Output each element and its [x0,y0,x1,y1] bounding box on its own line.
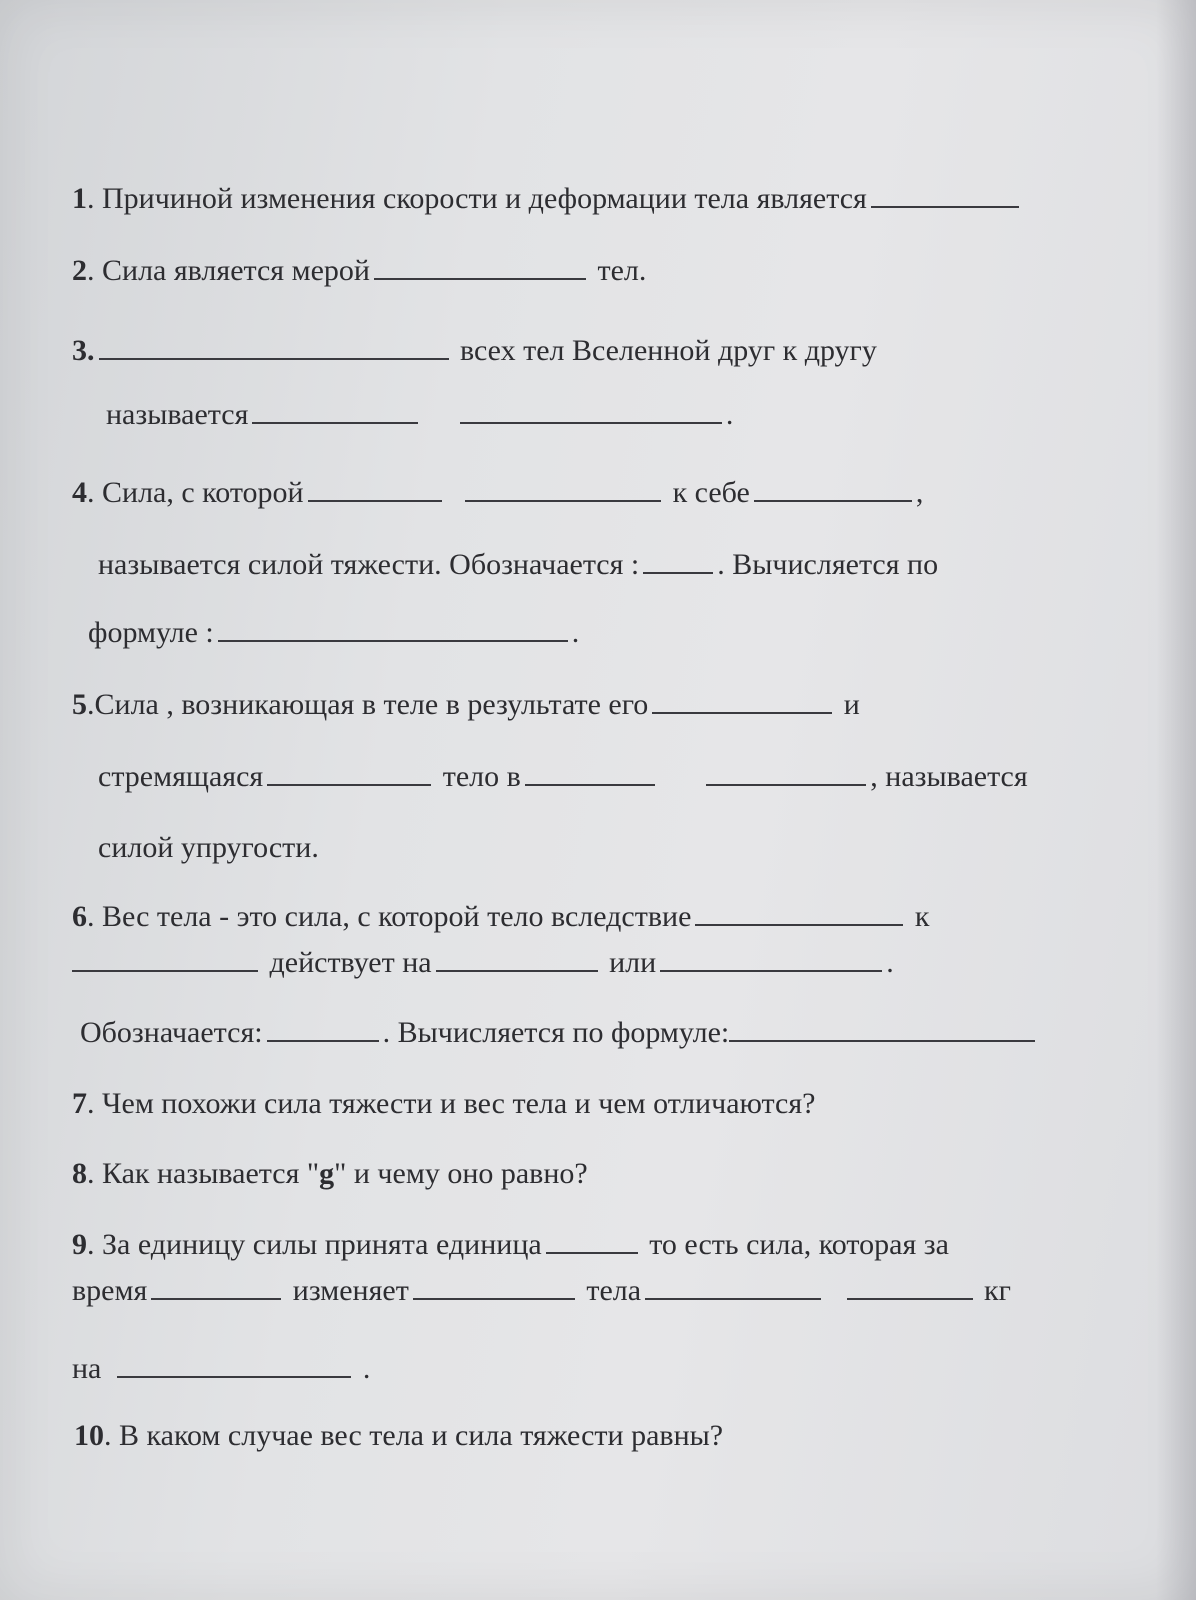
question-text: . [725,398,734,431]
answer-blank[interactable] [706,758,866,786]
question-9 [72,1226,949,1263]
question-text: и [843,688,860,721]
question-text: . Вычисляется по формуле: [382,1016,730,1049]
answer-blank[interactable] [252,396,418,424]
answer-blank[interactable] [652,686,832,714]
question-3-continued [106,396,733,433]
question-text: . [362,1352,371,1385]
question-7 [72,1086,815,1122]
question-text: , [915,476,924,509]
answer-blank[interactable] [99,332,449,360]
question-text: тело в [442,760,521,793]
question-1 [72,180,1023,217]
question-text: . [571,616,580,649]
answer-blank[interactable] [436,944,598,972]
question-number: 4 [72,476,87,509]
answer-blank[interactable] [218,614,568,642]
question-number: 6 [72,900,87,933]
answer-blank[interactable] [660,944,882,972]
answer-blank[interactable] [374,252,586,280]
answer-blank[interactable] [460,396,722,424]
question-text: время [72,1274,148,1307]
question-4 [72,474,923,511]
g-symbol: g [319,1157,335,1190]
question-text: . Вес тела - это сила, с которой тело вследствие [87,900,692,933]
answer-blank[interactable] [267,758,431,786]
answer-blank[interactable] [525,758,655,786]
question-text: называется [106,398,249,431]
question-4-formula [88,614,579,651]
question-text: . Сила, с которой [87,476,304,509]
question-number: 2 [72,254,87,287]
question-text: .Сила , возникающая в теле в результате его [87,688,649,721]
question-4-continued [98,546,938,583]
question-text: кг [984,1274,1011,1307]
question-6 [72,898,929,935]
question-text: формуле : [88,616,214,649]
question-number: 10 [74,1419,104,1452]
question-number: 5 [72,688,87,721]
question-3 [72,332,877,369]
question-text: тел. [597,254,647,287]
question-text: силой упругости. [98,831,319,864]
question-text: . [886,946,894,979]
question-text: . Причиной изменения скорости и деформации тела является [87,182,867,215]
question-text: " и чему оно равно? [334,1157,588,1190]
question-text: изменяет [292,1274,409,1307]
question-5-continued [98,758,1028,795]
question-text: . Как называется " [87,1157,320,1190]
question-number: 9 [72,1228,87,1261]
question-6-notation [80,1014,1039,1051]
answer-blank[interactable] [729,1014,1035,1042]
question-text: . В каком случае вес тела и сила тяжести равны? [104,1419,724,1452]
answer-blank[interactable] [643,546,713,574]
answer-blank[interactable] [695,898,903,926]
question-text: или [609,946,657,979]
question-number: 3 [72,334,87,367]
question-6-continued [72,944,894,981]
question-number: 7 [72,1087,87,1120]
question-text: к себе [672,476,750,509]
question-text: стремящаяся [98,760,264,793]
question-number: 8 [72,1157,87,1190]
question-text: , называется [870,760,1028,793]
answer-blank[interactable] [308,474,442,502]
question-text: на [72,1352,102,1385]
answer-blank[interactable] [72,944,258,972]
question-8 [72,1156,588,1192]
answer-blank[interactable] [847,1272,973,1300]
question-text: всех тел Вселенной друг к другу [460,334,877,367]
answer-blank[interactable] [871,180,1019,208]
question-9-end [72,1350,370,1387]
question-text: . За единицу силы принята единица [87,1228,542,1261]
question-number: 1 [72,182,87,215]
question-text: тела [586,1274,642,1307]
answer-blank[interactable] [151,1272,281,1300]
question-text: . Чем похожи сила тяжести и вес тела и чем отличаются? [87,1087,816,1120]
question-text: называется силой тяжести. Обозначается : [98,548,640,581]
page-edge-shadow [1156,0,1196,1600]
question-number-dot: . [87,334,95,367]
question-text: . Вычисляется по [717,548,939,581]
answer-blank[interactable] [117,1350,351,1378]
question-text: к [914,900,930,933]
answer-blank[interactable] [645,1272,821,1300]
answer-blank[interactable] [413,1272,575,1300]
question-text: действует на [269,946,432,979]
question-5 [72,686,860,723]
answer-blank[interactable] [267,1014,379,1042]
question-9-continued [72,1272,1011,1309]
answer-blank[interactable] [546,1226,638,1254]
answer-blank[interactable] [754,474,912,502]
question-10 [74,1418,723,1454]
question-2 [72,252,646,289]
question-text: Обозначается: [80,1016,263,1049]
question-5-end [98,830,319,866]
question-text: . Сила является мерой [87,254,370,287]
question-text: то есть сила, которая за [649,1228,949,1261]
answer-blank[interactable] [465,474,661,502]
